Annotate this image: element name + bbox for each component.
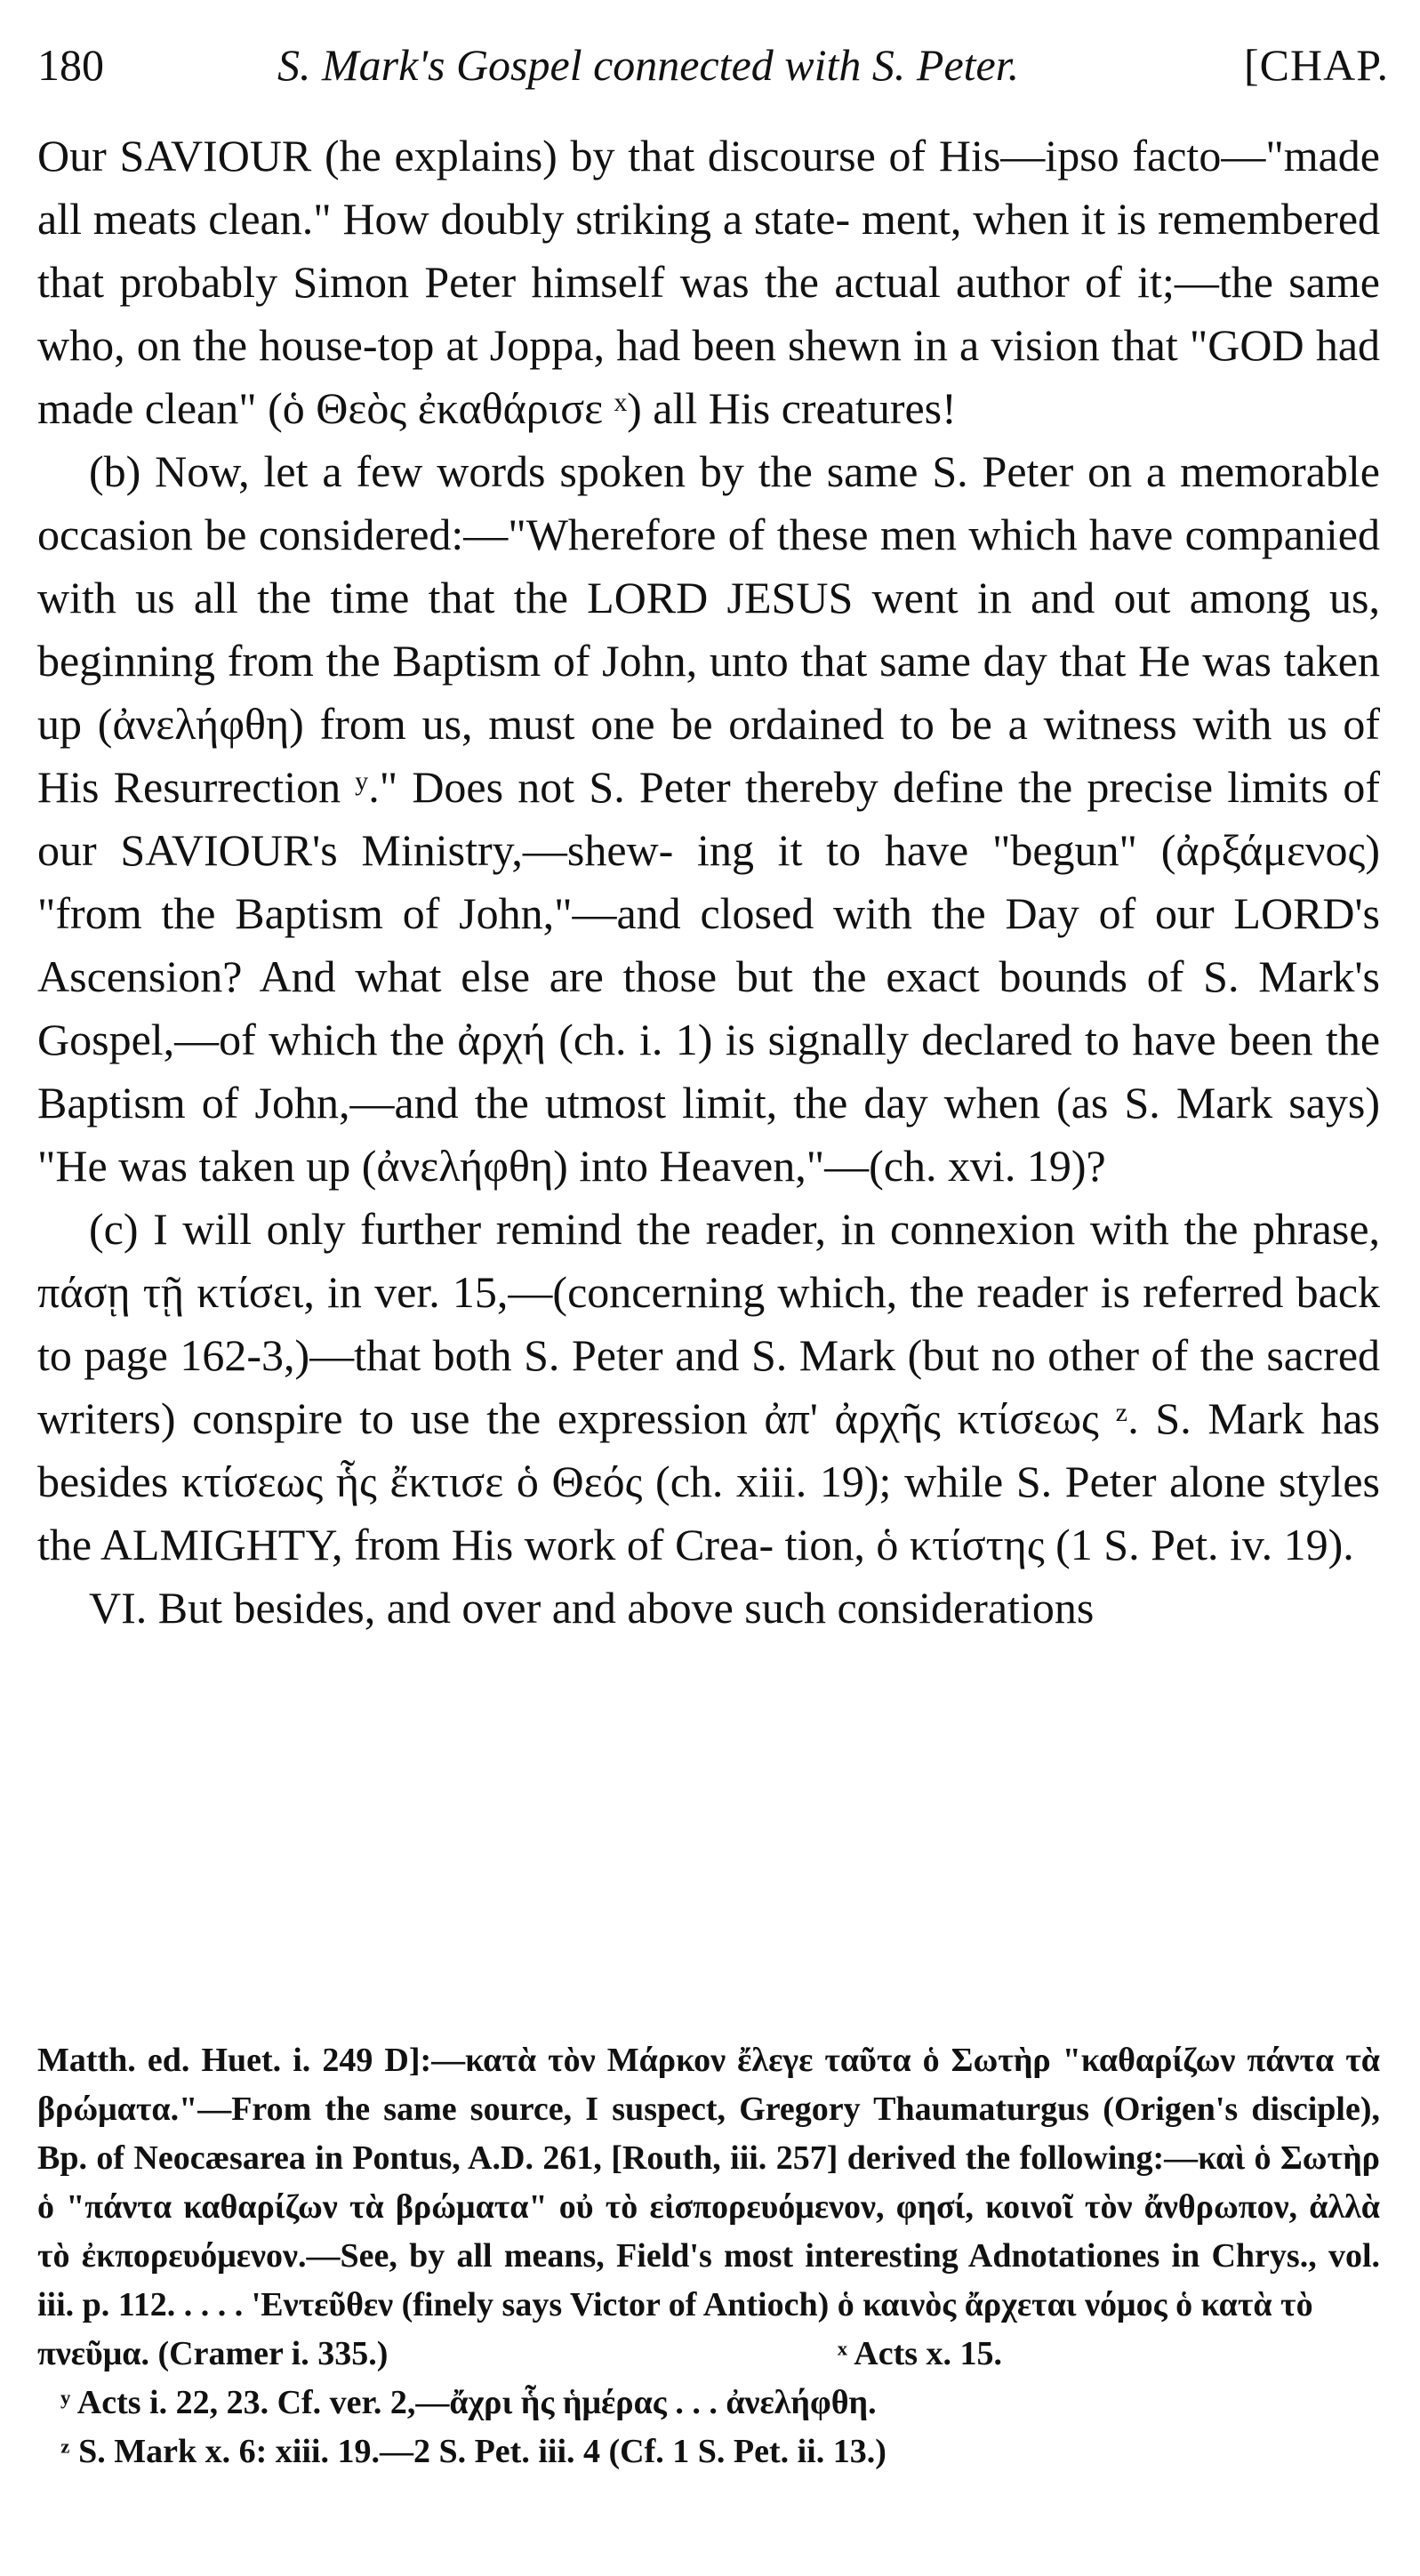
footnote-x: ˣ Acts x. 15. [838, 2335, 1003, 2372]
text-line: had made clean" (ὁ Θεὸς ἐκαθάρισε ˣ) all His creatures! [37, 320, 1381, 433]
footnote-line: (Origen's disciple), Bp. of Neocæsarea in Pontus, A.D. 261, [Routh, iii. 257] [37, 2090, 1380, 2177]
text-line: Gospel,—of which the ἀρχή (ch. i. 1) is signally declared [37, 1015, 1072, 1064]
footnotes [37, 2036, 1380, 2476]
text-line: tion, ὁ κτίστης (1 S. Pet. iv. 19). [784, 1520, 1354, 1569]
page-number: 180 [37, 40, 104, 90]
footnote-line: derived the following:—καὶ ὁ Σωτὴρ ὁ "πάντα καθαρίζων τὰ βρώματα" οὐ τὸ [37, 2139, 1380, 2226]
text-line: John,"—and closed with the Day of our LORD's Ascension? [37, 888, 1381, 1001]
footnote-line: πνεῦμα. (Cramer i. 335.) [37, 2335, 389, 2372]
text-line: (c) I will only further remind the reader, in connexion [89, 1204, 1076, 1254]
text-line: LORD JESUS went in and out among us, beginning from the [37, 573, 1381, 686]
text-line: a memorable occasion be considered:—"Wherefore of these [37, 446, 1381, 559]
text-line: men which have companied with us all the time that the [37, 510, 1380, 622]
footnote-line: 'Εντεῦθεν (finely says Victor of Antioch) ὁ καινὸς ἄρχεται νόμος ὁ κατὰ τὸ [251, 2286, 1313, 2323]
text-line: into Heaven,"—(ch. xvi. 19)? [579, 1141, 1106, 1191]
text-line: Our SAVIOUR (he explains) by that discourse of His—ipso [37, 131, 1119, 181]
paragraph [37, 124, 1380, 440]
text-line: the day when (as S. Mark says) "He was taken up (ἀνελήφθη) [37, 1078, 1380, 1191]
text-line: with us of His Resurrection ʸ." Does not S. Peter thereby [37, 699, 1381, 812]
text-line: S. Peter alone styles the ALMIGHTY, from His work of Crea- [37, 1457, 1380, 1569]
text-line: conspire to use the expression ἀπ' ἀρχῆς κτίσεως ᶻ. S. Mark [192, 1393, 1304, 1443]
running-head [37, 34, 1389, 96]
text-line: ment, when it is remembered that probably Simon Peter [37, 194, 1381, 307]
footnote-z: ᶻ S. Mark x. 6: xiii. 19.—2 S. Pet. iii. 4 (Cf. 1 S. Pet. ii. 13.) [60, 2433, 886, 2470]
chapter-marker: [CHAP. [1244, 40, 1389, 90]
footnote-continuation [37, 2036, 1380, 2330]
text-line: has besides κτίσεως ἧς ἔκτισε ὁ Θεός (ch. xiii. 19); while [37, 1393, 1380, 1506]
footnote-line: Matth. ed. Huet. i. 249 D]:—κατὰ τὸν Μάρκον ἔλεγε ταῦτα ὁ Σωτὴρ "καθαρίζων [37, 2042, 1236, 2079]
text-line: And what else are those but the exact bounds of S. Mark's [259, 951, 1380, 1001]
text-line: to have been the Baptism of John,—and the utmost limit, [37, 1015, 1381, 1128]
footnote-line: εἰσπορευόμενον, φησί, κοινοῖ τὸν ἄνθρωπον, ἀλλὰ τὸ ἐκπορευόμενον.—See, by all [37, 2188, 1381, 2275]
text-line: Baptism of John, unto that same day that He was taken up [37, 636, 1380, 749]
footnote-y: ʸ Acts i. 22, 23. Cf. ver. 2,—ἄχρι ἧς ἡμέρας . . . ἀνελήφθη. [60, 2384, 877, 2421]
paragraph [37, 1577, 1380, 1640]
text-line: define the precise limits of our SAVIOUR's Ministry,—shew- [37, 762, 1380, 875]
footnote-line: means, Field's most interesting Adnotationes in Chrys., vol. iii. p. 112. . . . . [37, 2237, 1381, 2323]
text-line: with the phrase, πάσῃ τῇ κτίσει, in ver. 15,—(concerning [37, 1204, 1381, 1317]
text-line: which, the reader is referred back to page 162-3,)—that both [37, 1267, 1381, 1380]
footnote-line: πάντα τὰ βρώματα."—From the same source, I suspect, Gregory Thaumaturgus [37, 2042, 1381, 2128]
paragraph [37, 1198, 1380, 1577]
text-line: himself was the actual author of it;—the same who, on the [37, 257, 1381, 370]
text-line: ing it to have "begun" (ἀρξάμενος) "from the Baptism of [37, 825, 1380, 938]
text-line: (ἀνελήφθη) from us, must one be ordained to be a witness [97, 699, 1177, 749]
running-title: S. Mark's Gospel connected with S. Peter. [277, 40, 1020, 90]
text-line: (b) Now, let a few words spoken by the same S. Peter on [89, 446, 1133, 496]
footnote-row [37, 2330, 1380, 2379]
text-line: facto—"made all meats clean." How doubly striking a state- [37, 131, 1381, 244]
body-text [37, 124, 1380, 1640]
text-line: house-top at Joppa, had been shewn in a vision that "GOD [259, 320, 1304, 370]
text-line: S. Peter and S. Mark (but no other of the sacred writers) [37, 1330, 1381, 1443]
paragraph [37, 440, 1380, 1198]
text-line: VI. But besides, and over and above such considerations [89, 1583, 1095, 1633]
